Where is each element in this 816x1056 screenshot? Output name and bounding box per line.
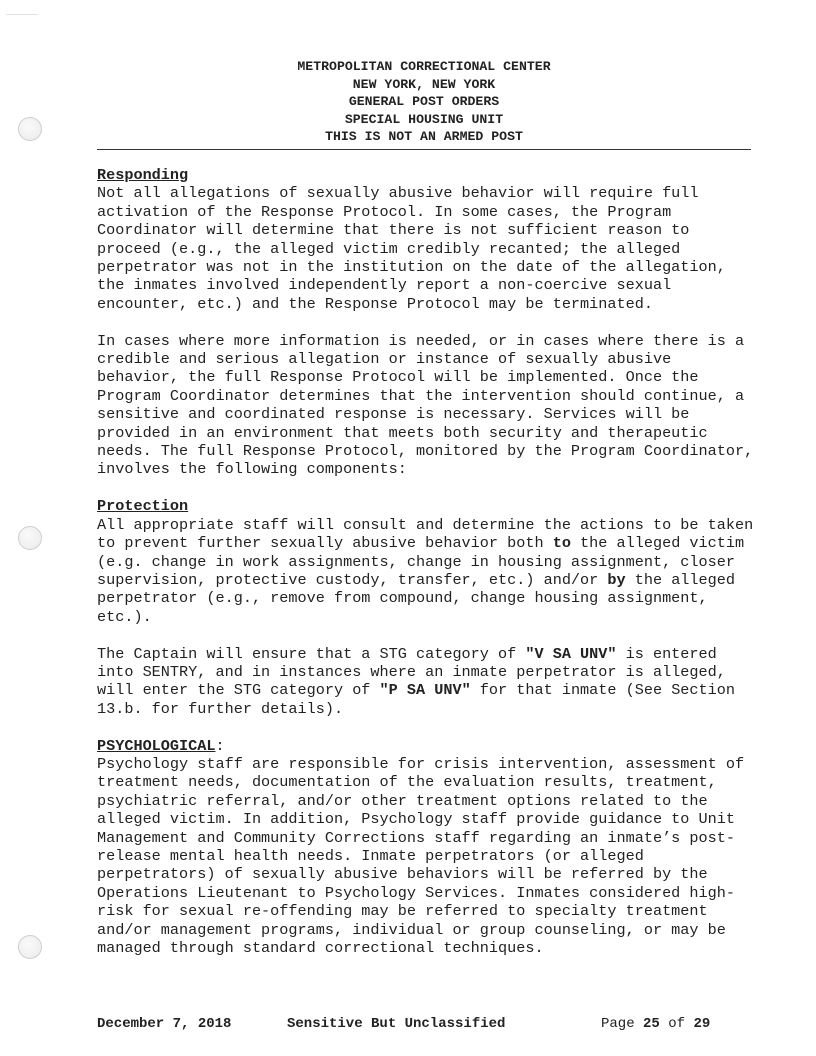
punch-hole-middle bbox=[18, 526, 42, 550]
header-line: METROPOLITAN CORRECTIONAL CENTER bbox=[297, 59, 551, 74]
footer-date: December 7, 2018 bbox=[97, 1016, 232, 1032]
document-header bbox=[97, 58, 751, 150]
responding-paragraph-1: Not all allegations of sexually abusive behavior will require full activation of the Response Protocol. In some cases, the Program Coordinator will determine that there is not sufficient reason to proceed (e.g., the alleged victim credibly recanted; the alleged perpetrator was not in the institution on the date of the allegation, the inmates involved independently report a non-coercive sexual encounter, etc.) and the Response Protocol may be terminated. bbox=[97, 184, 726, 313]
section-title-protection: Protection bbox=[97, 497, 189, 516]
footer-page-number: Page 25 of 29 bbox=[601, 1016, 711, 1032]
protection-paragraph-1: All appropriate staff will consult and determine the actions to be taken to prevent further sexually abusive behavior both to the alleged victim (e.g. change in work assignments, change in housing assignment, closer supervision, protective custody, transfer, etc.) and/or by the alleged perpetrator (e.g., remove from compound, change housing assignment, etc.). bbox=[97, 515, 754, 626]
punch-hole-bottom bbox=[18, 935, 42, 959]
scan-corner-mark bbox=[6, 14, 38, 15]
document-body bbox=[97, 166, 757, 957]
header-line: SPECIAL HOUSING UNIT bbox=[344, 111, 504, 127]
responding-paragraph-2: In cases where more information is needed, or in cases where there is a credible and serious allegation or instance of sexually abusive behavior, the full Response Protocol will be implemented. Once the Program Coordinator determines that the intervention should continue, a sensitive and coordinated response is necessary. Services will be provided in an environment that meets both security and therapeutic needs. The full Response Protocol, monitored by the Program Coordinator, involves the following components: bbox=[97, 331, 754, 479]
protection-paragraph-2: The Captain will ensure that a STG category of "V SA UNV" is entered into SENTRY, and in instances where an inmate perpetrator is alleged, will enter the STG category of "P SA UNV" for that inmate (See Section 13.b. for further details). bbox=[97, 644, 735, 718]
header-line: NEW YORK, NEW YORK bbox=[352, 76, 496, 92]
header-rule bbox=[97, 149, 751, 150]
header-line: GENERAL POST ORDERS bbox=[348, 94, 500, 109]
punch-hole-top bbox=[18, 117, 42, 141]
section-title-psychological: PSYCHOLOGICAL: bbox=[97, 736, 225, 755]
section-title-responding: Responding bbox=[97, 166, 189, 184]
header-line: THIS IS NOT AN ARMED POST bbox=[325, 129, 523, 144]
footer-classification: Sensitive But Unclassified bbox=[287, 1016, 506, 1032]
psychological-paragraph: Psychology staff are responsible for crisis intervention, assessment of treatment needs, documentation of the evaluation results, treatment, psychiatric referral, and/or other treatment options related to the alleged victim. In addition, Psychology staff provide guidance to Unit Management and Community Corrections staff regarding an inmate’s post-release mental health needs. Inmate perpetrators (or alleged perpetrators) of sexually abusive behaviors will be referred by the Operations Lieutenant to Psychology Services. Inmates considered high-risk for sexual re-offending may be referred to specialty treatment and/or management programs, individual or group counseling, or may be managed through standard correctional techniques. bbox=[97, 754, 745, 957]
